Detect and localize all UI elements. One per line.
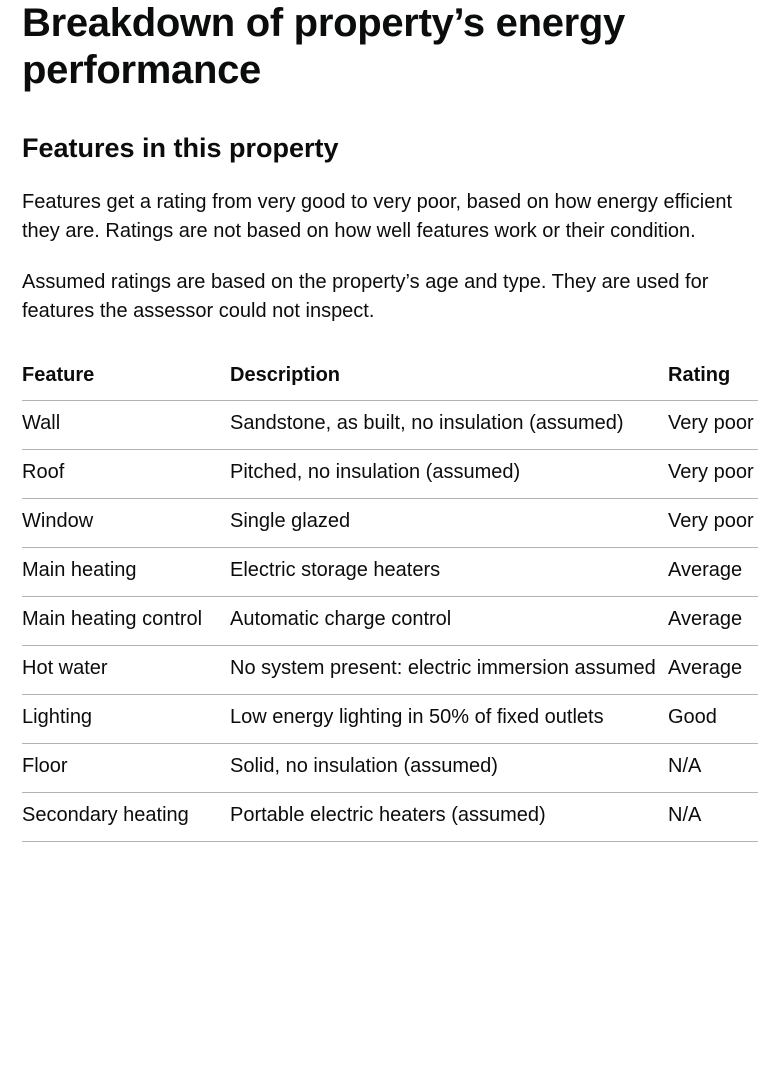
header-rating: Rating [668, 357, 758, 401]
row-rating: Average [668, 548, 758, 597]
row-feature: Main heating [22, 548, 230, 597]
row-description: Low energy lighting in 50% of fixed outlets [230, 695, 668, 744]
row-description: Single glazed [230, 499, 668, 548]
row-description: Sandstone, as built, no insulation (assumed) [230, 401, 668, 450]
row-feature: Hot water [22, 646, 230, 695]
row-feature: Main heating control [22, 597, 230, 646]
row-feature: Floor [22, 744, 230, 793]
row-rating: N/A [668, 744, 758, 793]
row-description: Automatic charge control [230, 597, 668, 646]
table-row [22, 401, 758, 450]
row-description: Solid, no insulation (assumed) [230, 744, 668, 793]
row-description: Portable electric heaters (assumed) [230, 793, 668, 842]
row-rating: Good [668, 695, 758, 744]
table-row [22, 499, 758, 548]
row-rating: Very poor [668, 401, 758, 450]
table-row [22, 744, 758, 793]
row-description: No system present: electric immersion assumed [230, 646, 668, 695]
intro-paragraph-ratings: Features get a rating from very good to very poor, based on how energy efficient they are. Ratings are not based on how well features work or their condition. [22, 191, 733, 242]
table-row [22, 548, 758, 597]
row-description: Electric storage heaters [230, 548, 668, 597]
table-header-row [22, 357, 758, 401]
row-feature: Lighting [22, 695, 230, 744]
table-row [22, 597, 758, 646]
table-row [22, 646, 758, 695]
table-row [22, 450, 758, 499]
features-table [22, 357, 758, 842]
table-row [22, 793, 758, 842]
intro-paragraph-assumed: Assumed ratings are based on the property’s age and type. They are used for features the assessor could not inspect. [22, 271, 709, 322]
row-description: Pitched, no insulation (assumed) [230, 450, 668, 499]
row-feature: Secondary heating [22, 793, 230, 842]
header-feature: Feature [22, 357, 230, 401]
row-rating: N/A [668, 793, 758, 842]
row-rating: Average [668, 597, 758, 646]
row-feature: Wall [22, 401, 230, 450]
row-rating: Very poor [668, 450, 758, 499]
row-feature: Window [22, 499, 230, 548]
row-feature: Roof [22, 450, 230, 499]
section-heading: Features in this property [22, 133, 339, 163]
header-description: Description [230, 357, 668, 401]
page-title: Breakdown of property’s energy performance [22, 1, 625, 92]
row-rating: Very poor [668, 499, 758, 548]
row-rating: Average [668, 646, 758, 695]
table-row [22, 695, 758, 744]
